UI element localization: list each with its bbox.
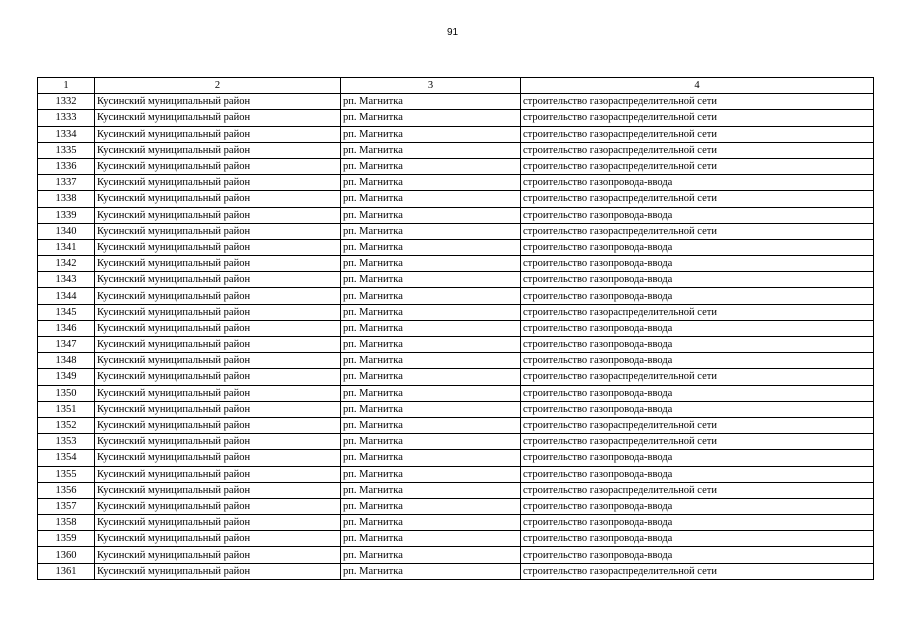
work-type-cell: строительство газораспределительной сети	[521, 142, 874, 158]
table-row	[38, 142, 874, 158]
district-cell: Кусинский муниципальный район	[95, 207, 341, 223]
settlement-cell: рп. Магнитка	[341, 531, 521, 547]
district-cell: Кусинский муниципальный район	[95, 353, 341, 369]
work-type-cell: строительство газопровода-ввода	[521, 337, 874, 353]
row-number: 1360	[38, 547, 95, 563]
work-type-cell: строительство газораспределительной сети	[521, 563, 874, 579]
district-cell: Кусинский муниципальный район	[95, 401, 341, 417]
row-number: 1352	[38, 417, 95, 433]
table-row	[38, 110, 874, 126]
district-cell: Кусинский муниципальный район	[95, 142, 341, 158]
table-row	[38, 94, 874, 110]
work-type-cell: строительство газораспределительной сети	[521, 369, 874, 385]
district-cell: Кусинский муниципальный район	[95, 191, 341, 207]
settlement-cell: рп. Магнитка	[341, 515, 521, 531]
work-type-cell: строительство газораспределительной сети	[521, 417, 874, 433]
district-cell: Кусинский муниципальный район	[95, 175, 341, 191]
table-row	[38, 563, 874, 579]
table-row	[38, 515, 874, 531]
row-number: 1358	[38, 515, 95, 531]
settlement-cell: рп. Магнитка	[341, 353, 521, 369]
row-number: 1346	[38, 320, 95, 336]
district-cell: Кусинский муниципальный район	[95, 337, 341, 353]
row-number: 1349	[38, 369, 95, 385]
row-number: 1347	[38, 337, 95, 353]
row-number: 1340	[38, 223, 95, 239]
work-type-cell: строительство газораспределительной сети	[521, 110, 874, 126]
district-cell: Кусинский муниципальный район	[95, 450, 341, 466]
row-number: 1337	[38, 175, 95, 191]
table-row	[38, 531, 874, 547]
district-cell: Кусинский муниципальный район	[95, 126, 341, 142]
data-table	[37, 77, 874, 580]
table-row	[38, 256, 874, 272]
row-number: 1361	[38, 563, 95, 579]
district-cell: Кусинский муниципальный район	[95, 110, 341, 126]
table-row	[38, 401, 874, 417]
column-header-3: 3	[341, 78, 521, 94]
district-cell: Кусинский муниципальный район	[95, 223, 341, 239]
settlement-cell: рп. Магнитка	[341, 126, 521, 142]
work-type-cell: строительство газопровода-ввода	[521, 288, 874, 304]
district-cell: Кусинский муниципальный район	[95, 466, 341, 482]
table-row	[38, 466, 874, 482]
table-row	[38, 223, 874, 239]
settlement-cell: рп. Магнитка	[341, 498, 521, 514]
settlement-cell: рп. Магнитка	[341, 94, 521, 110]
settlement-cell: рп. Магнитка	[341, 401, 521, 417]
settlement-cell: рп. Магнитка	[341, 288, 521, 304]
district-cell: Кусинский муниципальный район	[95, 256, 341, 272]
work-type-cell: строительство газопровода-ввода	[521, 207, 874, 223]
work-type-cell: строительство газопровода-ввода	[521, 466, 874, 482]
work-type-cell: строительство газопровода-ввода	[521, 531, 874, 547]
work-type-cell: строительство газопровода-ввода	[521, 175, 874, 191]
settlement-cell: рп. Магнитка	[341, 434, 521, 450]
column-header-4: 4	[521, 78, 874, 94]
table-row	[38, 547, 874, 563]
table-row	[38, 337, 874, 353]
settlement-cell: рп. Магнитка	[341, 337, 521, 353]
row-number: 1344	[38, 288, 95, 304]
table-row	[38, 288, 874, 304]
settlement-cell: рп. Магнитка	[341, 320, 521, 336]
settlement-cell: рп. Магнитка	[341, 547, 521, 563]
table-row	[38, 450, 874, 466]
settlement-cell: рп. Магнитка	[341, 158, 521, 174]
district-cell: Кусинский муниципальный район	[95, 320, 341, 336]
district-cell: Кусинский муниципальный район	[95, 369, 341, 385]
table-row	[38, 207, 874, 223]
district-cell: Кусинский муниципальный район	[95, 417, 341, 433]
settlement-cell: рп. Магнитка	[341, 256, 521, 272]
work-type-cell: строительство газопровода-ввода	[521, 401, 874, 417]
settlement-cell: рп. Магнитка	[341, 239, 521, 255]
row-number: 1355	[38, 466, 95, 482]
settlement-cell: рп. Магнитка	[341, 482, 521, 498]
settlement-cell: рп. Магнитка	[341, 417, 521, 433]
work-type-cell: строительство газопровода-ввода	[521, 498, 874, 514]
row-number: 1338	[38, 191, 95, 207]
table-row	[38, 498, 874, 514]
row-number: 1356	[38, 482, 95, 498]
settlement-cell: рп. Магнитка	[341, 110, 521, 126]
row-number: 1357	[38, 498, 95, 514]
table-row	[38, 320, 874, 336]
row-number: 1343	[38, 272, 95, 288]
district-cell: Кусинский муниципальный район	[95, 288, 341, 304]
work-type-cell: строительство газораспределительной сети	[521, 223, 874, 239]
row-number: 1339	[38, 207, 95, 223]
table-row	[38, 272, 874, 288]
work-type-cell: строительство газораспределительной сети	[521, 94, 874, 110]
row-number: 1334	[38, 126, 95, 142]
work-type-cell: строительство газопровода-ввода	[521, 450, 874, 466]
table-row	[38, 239, 874, 255]
table-row	[38, 417, 874, 433]
district-cell: Кусинский муниципальный район	[95, 482, 341, 498]
table-row	[38, 353, 874, 369]
district-cell: Кусинский муниципальный район	[95, 498, 341, 514]
district-cell: Кусинский муниципальный район	[95, 385, 341, 401]
district-cell: Кусинский муниципальный район	[95, 272, 341, 288]
settlement-cell: рп. Магнитка	[341, 223, 521, 239]
settlement-cell: рп. Магнитка	[341, 272, 521, 288]
district-cell: Кусинский муниципальный район	[95, 434, 341, 450]
table-row	[38, 175, 874, 191]
table-row	[38, 304, 874, 320]
row-number: 1350	[38, 385, 95, 401]
row-number: 1335	[38, 142, 95, 158]
work-type-cell: строительство газораспределительной сети	[521, 191, 874, 207]
work-type-cell: строительство газопровода-ввода	[521, 547, 874, 563]
district-cell: Кусинский муниципальный район	[95, 304, 341, 320]
work-type-cell: строительство газопровода-ввода	[521, 385, 874, 401]
row-number: 1336	[38, 158, 95, 174]
settlement-cell: рп. Магнитка	[341, 563, 521, 579]
table-body	[38, 94, 874, 580]
settlement-cell: рп. Магнитка	[341, 466, 521, 482]
row-number: 1341	[38, 239, 95, 255]
row-number: 1354	[38, 450, 95, 466]
table-row	[38, 126, 874, 142]
settlement-cell: рп. Магнитка	[341, 385, 521, 401]
work-type-cell: строительство газопровода-ввода	[521, 353, 874, 369]
work-type-cell: строительство газораспределительной сети	[521, 434, 874, 450]
settlement-cell: рп. Магнитка	[341, 369, 521, 385]
row-number: 1359	[38, 531, 95, 547]
district-cell: Кусинский муниципальный район	[95, 515, 341, 531]
work-type-cell: строительство газораспределительной сети	[521, 126, 874, 142]
table-row	[38, 158, 874, 174]
work-type-cell: строительство газораспределительной сети	[521, 158, 874, 174]
table-row	[38, 434, 874, 450]
district-cell: Кусинский муниципальный район	[95, 547, 341, 563]
work-type-cell: строительство газопровода-ввода	[521, 272, 874, 288]
row-number: 1353	[38, 434, 95, 450]
table-row	[38, 482, 874, 498]
settlement-cell: рп. Магнитка	[341, 207, 521, 223]
row-number: 1333	[38, 110, 95, 126]
table-row	[38, 191, 874, 207]
district-cell: Кусинский муниципальный район	[95, 563, 341, 579]
table-row	[38, 369, 874, 385]
work-type-cell: строительство газопровода-ввода	[521, 515, 874, 531]
column-header-1: 1	[38, 78, 95, 94]
district-cell: Кусинский муниципальный район	[95, 239, 341, 255]
row-number: 1348	[38, 353, 95, 369]
column-header-2: 2	[95, 78, 341, 94]
page-number: 91	[446, 27, 459, 38]
work-type-cell: строительство газораспределительной сети	[521, 482, 874, 498]
row-number: 1342	[38, 256, 95, 272]
work-type-cell: строительство газопровода-ввода	[521, 320, 874, 336]
district-cell: Кусинский муниципальный район	[95, 158, 341, 174]
settlement-cell: рп. Магнитка	[341, 191, 521, 207]
work-type-cell: строительство газопровода-ввода	[521, 239, 874, 255]
table-row	[38, 385, 874, 401]
row-number: 1332	[38, 94, 95, 110]
row-number: 1351	[38, 401, 95, 417]
settlement-cell: рп. Магнитка	[341, 450, 521, 466]
district-cell: Кусинский муниципальный район	[95, 94, 341, 110]
settlement-cell: рп. Магнитка	[341, 175, 521, 191]
table-header-row	[38, 78, 874, 94]
settlement-cell: рп. Магнитка	[341, 304, 521, 320]
row-number: 1345	[38, 304, 95, 320]
work-type-cell: строительство газораспределительной сети	[521, 304, 874, 320]
settlement-cell: рп. Магнитка	[341, 142, 521, 158]
work-type-cell: строительство газопровода-ввода	[521, 256, 874, 272]
district-cell: Кусинский муниципальный район	[95, 531, 341, 547]
